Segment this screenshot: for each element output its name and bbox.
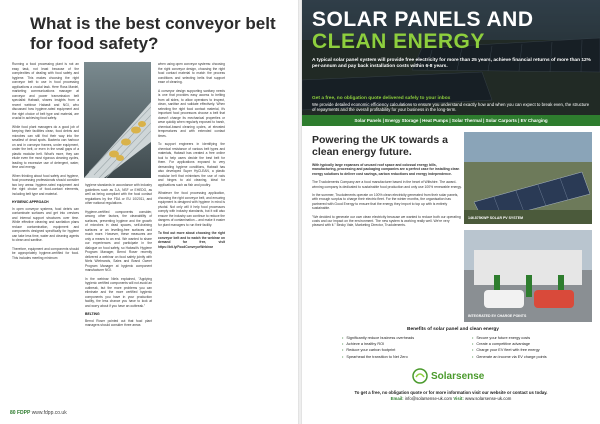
- article-paragraph: A conveyor design supporting sanitary needs is one that provides easy access to belting from all sides, to allow operators to inspect, clean, sanitise and validate effectively. When selecting the right food contact material, it's important food processors choose a belt that doesn't change its mechanical properties or wear quickly when regularly exposed to harsh, chemical-based cleaning cycles, at elevated temperatures and with extended contact times.: [158, 88, 225, 138]
- article-paragraph: when using open conveyor systems: choosing the right conveyor design, choosing the right food contact material to match the process conditions and selecting belts that support ease of cleaning.: [158, 62, 225, 84]
- section-heading: HYGIENIC APPROACH: [12, 200, 49, 204]
- ad-paragraph: The Truckdenents Company are a food manufacturer based in the heart of Wiltshire. The award-winning company is dedicated to sustainable food production and only use 100% renewable energy.: [312, 180, 462, 189]
- article-column-1: [12, 62, 79, 264]
- page-number: 80: [10, 410, 16, 416]
- article-paragraph: Running a food processing plant is not an easy task, not least because of the complexities of dealing with food safety and hygiene. This makes choosing the right conveyor belt to use in food processing applications a crucial task. Here Ross Maniel, marketing communications manager at conveyor and power transmission belt specialist Habasit, shares insights from a recent webinar Habasit and NGI, who discussed how hygiene-rated equipment and the right choice of belt type and material, are crucial in achieving food safety.: [12, 62, 79, 120]
- benefit-item: • Generate an income via EV charge points: [472, 354, 547, 360]
- quote-body: We provide detailed economic efficiency calculations to ensure you understand exactly how and when you can expect to break even, the structure of repayments and the overall profitability for your business in the long-term.: [312, 101, 590, 112]
- conveyor-belt-photo: [84, 62, 151, 178]
- solarsense-logo[interactable]: [412, 367, 492, 385]
- ad-lead: With typically large expanses of unused roof space and colossal energy bills, manufacturing, processing and packaging companies are a perfect case for installing clean energy solutions to deliver cost savings, carbon reductions and energy independence.: [312, 163, 460, 176]
- ad-title: [312, 9, 534, 53]
- website-link[interactable]: www.solarsense-uk.com: [464, 396, 512, 401]
- quote-block: [312, 95, 592, 113]
- sun-icon: [412, 368, 428, 384]
- benefit-item: • Charge your EV fleet with free energy: [472, 347, 547, 353]
- ad-title-line-2: CLEAN ENERGY: [312, 30, 485, 53]
- email-link[interactable]: info@solarsense-uk.com: [404, 396, 453, 401]
- ad-paragraph: In the summer, Truckdenents operate on 100% clean electricity generated from their solar panels, with enough surplus to charge their electric fleet. For the winter months, the organisation has partnered with Good Energy to ensure that the energy they import to top up with is entirely sustainable.: [312, 193, 459, 211]
- benefit-item: • Achieve a healthy ROI: [342, 341, 414, 347]
- email-label: Email:: [390, 396, 404, 401]
- benefit-item: • Significantly reduce business overheads: [342, 335, 414, 341]
- ad-subtitle: A typical solar panel system will provide free electricity for more than 25 years, achieve financial returns of more than 12% per-annum and pay back installation costs within 6-8 years.: [312, 58, 591, 69]
- cta-text: To get a free, no obligation quote or for more information visit our website or contact us today.: [354, 390, 548, 395]
- magazine-url[interactable]: www.fdpp.co.uk: [31, 410, 67, 416]
- article-title: What is the best conveyor belt for food safety?: [30, 14, 276, 53]
- benefit-item: • Create a competitive advantage: [472, 341, 547, 347]
- left-page: [0, 0, 298, 424]
- magazine-name: FDPP: [16, 410, 31, 416]
- article-paragraph: When thinking about food safety and hygiene, food processing professionals should consider two key areas: hygiene-rated equipment and the right choice of food-contact elements, including belt type and material.: [12, 173, 79, 196]
- ad-title-line-1: SOLAR PANELS AND: [312, 8, 534, 31]
- ad-heading: Powering the UK towards a clean energy future.: [312, 134, 448, 158]
- article-column-3: [158, 62, 225, 253]
- hero-banner: [302, 0, 600, 115]
- article-paragraph: hygiene standards in accordance with industry guidelines such as 3-A, NSF or EHEDG, as well as being compliant with the food contact regulations by the FDA or EU 10/2011, and other national regulations.: [85, 183, 152, 205]
- article-paragraph: In open conveyor systems, food debris can contaminate surfaces and get into crevices and internal support structures over time. While effective cleaning and sanitation plans reduce contamination, equipment and components designed specifically for hygiene can take less time, water and cleaning agents to clean and sanitise.: [12, 206, 79, 242]
- photo-caption: 146.875KWP SOLAR PV SYSTEM: [468, 216, 523, 220]
- article-paragraph: Therefore, equipment and components should be appropriately hygiene-certified for food. This includes meeting minimum: [12, 246, 79, 260]
- page-footer: [10, 410, 67, 416]
- ad-testimonial: "We decided to generate our own clean electricity because we wanted to reduce both our operating costs and our impact on the environment. The new system is working really well. We're very pleased with it." Becky Vale, Marketing Director, Truckdenents.: [312, 214, 461, 228]
- ev-charge-photo: [464, 230, 592, 322]
- article-paragraph: While food plant managers do a good job of keeping their facilities clean, food debris and microbes can still find their way into the smallest of dead spots. Bacteria can harbour on and in conveyor frames, under equipment, under the belt, or even in the small gaps of a plastic modular belt. What's more, they can elude even the most rigorous cleaning cycles, leading to excessive use of detergent, water, time and energy.: [12, 124, 79, 169]
- article-paragraph: Hygiene-certified components consider, among other factors, the cleanability of surfaces, preventing hygiene and the growth of microbes in dead spaces, self-draining surfaces or an levelling-free surfaces and much more. However, these measures are only a means to an end. We wanted to share our experiences and participate in the dialogue on food safety, so Habasit's Hygiene Program Manager, Bernd Roser recently delivered a webinar on food safety jointly with Niels Wiebrands, Sales and Brand Owner Program Manager at hygienic component manufacturer NGI.: [85, 209, 152, 272]
- brand-name: Solarsense: [431, 370, 485, 382]
- photo-caption: INTEGRATED EV CHARGE POINTS: [468, 314, 527, 318]
- visit-label: Visit:: [453, 396, 464, 401]
- solar-roof-photo: [464, 132, 592, 224]
- ad-body: [312, 163, 462, 232]
- section-heading: BELTING: [85, 312, 100, 316]
- article-paragraph: To support engineers in identifying the chemical resistance of various belt types and materials, Habasit has created a free online tool to help users decide the best belt for them. For applications exposed to very demanding hygiene conditions, Habasit has also developed Super HyCLEAN, a plastic modular belt that minimises the use of rods and hinges to aid cleaning, ideal for applications such as fish and poultry.: [158, 142, 225, 187]
- article-column-2: [85, 183, 152, 332]
- article-cta[interactable]: To find out more about choosing the right conveyor belt and to watch the webinar on demand for free, visit https://bit.ly/FoodConveyorWebinar: [158, 231, 225, 249]
- article-paragraph: Bernd Roser pointed out that food plant managers should consider three areas: [85, 318, 152, 327]
- quote-heading: Get a free, no obligation quote delivered safely to your inbox: [312, 96, 451, 101]
- article-paragraph: Whatever the food processing application, choosing the right conveyor belt, and ensuring equipment is designed with hygiene in mind is pivotal. Not only will it help food processors comply with industry standards, but it will also ensure the industry can continue to reduce the dangers of contamination – and make it easier for plant managers to run their facility.: [158, 191, 225, 227]
- article-paragraph: In the webinar Niels explained, "Applying hygienic certified components will not avoid an outbreak, but the more problems you can eliminate and the more certified hygienic components you have in your production facility, the less chance you have to look at and worry about if you have an outbreak.": [85, 276, 152, 308]
- benefits-title: Benefits of solar panel and clean energy: [407, 327, 499, 332]
- solar-advert: [302, 0, 600, 424]
- benefit-item: • Spearhead the transition to Net Zero: [342, 354, 414, 360]
- contact-block: [312, 390, 590, 402]
- benefits-list-right: [472, 335, 547, 360]
- benefit-item: • Secure your future energy costs: [472, 335, 547, 341]
- services-bar: Solar Panels | Energy Storage | Heat Pumps | Solar Thermal | Solar Carports | EV Charging: [302, 115, 600, 126]
- benefit-item: • Reduce your carbon footprint: [342, 347, 414, 353]
- benefits-list-left: [342, 335, 414, 360]
